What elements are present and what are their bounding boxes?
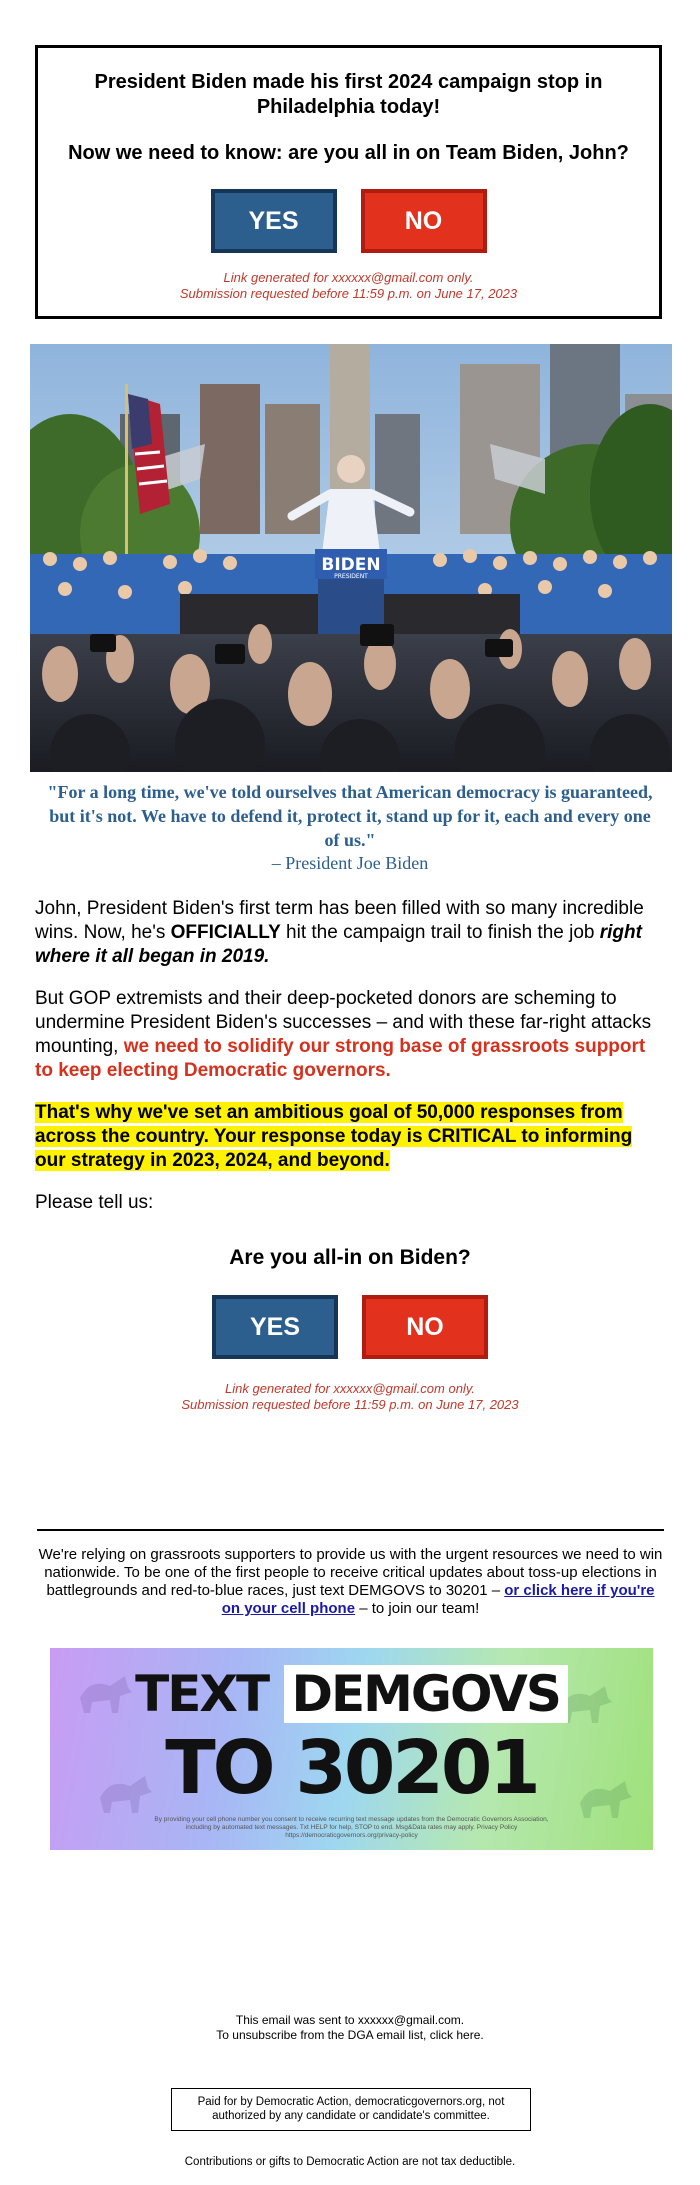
podium-subtitle: PRESIDENT [334, 573, 368, 580]
answer-buttons-2 [0, 1296, 700, 1358]
ask-buttons [0, 1296, 700, 1358]
rally-photo[interactable] [30, 344, 672, 772]
p1-text-c: hit the campaign trail to finish the job [280, 922, 600, 943]
paragraph-1 [35, 897, 665, 969]
p1-emphasis-officially: OFFICIALLY [170, 922, 281, 943]
text-demgovs-banner[interactable] [50, 1648, 653, 1850]
banner-fine-print: By providing your cell phone number you consent to receive recurring text message updates from the Democratic Governors Association, including by automated text messages. Txt HELP for help, STOP to end. Msg&Data rates may apply. Privacy Policy https://democraticgovernors.org/privacy-policy [154, 1816, 549, 1839]
deadline-line: Submission requested before 11:59 p.m. on June 17, 2023 [179, 286, 518, 301]
podium-sign: BIDEN [321, 555, 381, 575]
p2-red-emphasis: we need to solidify our strong base of grassroots support to keep electing Democratic governors. [35, 1036, 646, 1081]
p3-highlighted: That's why we've set an ambitious goal of 50,000 responses from across the country. Your response today is CRITICAL to informing our strategy in 2023, 2024, and beyond. [35, 1102, 633, 1171]
yes-button-2[interactable]: YES [213, 1296, 337, 1358]
p2-text-a: But GOP extremists and their deep-pocketed donors are scheming to undermine President Biden's successes – and with these far-right attacks mounting, [35, 988, 652, 1057]
question-text: Now we need to know: are you all in on Team Biden, John? [68, 142, 629, 164]
cell-phone-link[interactable]: or click here if you're on your cell phone [221, 1582, 655, 1617]
banner-text-line [50, 1666, 653, 1722]
paragraph-2 [35, 987, 665, 1083]
deadline-line-2: Submission requested before 11:59 p.m. on June 17, 2023 [181, 1397, 519, 1412]
banner-keyword: DEMGOVS [284, 1665, 568, 1723]
paid-for-box: Paid for by Democratic Action, democraticgovernors.org, not authorized by any candidate or candidate's committee. [171, 2088, 531, 2131]
grassroots-text [38, 1546, 663, 1618]
paragraph-4: Please tell us: [35, 1192, 154, 1213]
quote-text: "For a long time, we've told ourselves that American democracy is guaranteed, but it's not. We have to defend it, protect it, stand up for it, each and every one of us." [47, 782, 653, 850]
headline: President Biden made his first 2024 campaign stop in Philadelphia today! [94, 71, 603, 118]
yes-button[interactable]: YES [212, 190, 336, 252]
link-note-line-2: Link generated for xxxxxx@gmail.com only. [225, 1381, 475, 1396]
no-button-2[interactable]: NO [363, 1296, 487, 1358]
p1-emphasis-2019: right where it all began in 2019. [35, 922, 642, 967]
body-copy [35, 897, 665, 1233]
tax-note: Contributions or gifts to Democratic Action are not tax deductible. [184, 2156, 516, 2168]
ask-title: Are you all-in on Biden? [229, 1246, 471, 1269]
grassroots-text-a: We're relying on grassroots supporters to provide us with the urgent resources we need to win nationwide. To be one of the first people to receive critical updates about toss-up elections in battlegrounds and red-to-blue races, just text DEMGOVS to 30201 – [38, 1546, 663, 1599]
answer-buttons [38, 190, 659, 252]
no-button[interactable]: NO [362, 190, 486, 252]
rally-photo-illustration [30, 344, 672, 772]
p1-text-a: John, President Biden's first term has been filled with so many incredible wins. Now, he's [35, 898, 644, 943]
link-note-2 [0, 1381, 700, 1413]
footer-sent-to [0, 2013, 700, 2043]
paragraph-3 [35, 1101, 665, 1173]
quote-attribution: – President Joe Biden [271, 853, 429, 873]
banner-number: TO 30201 [165, 1725, 538, 1811]
sent-to-line: This email was sent to xxxxxx@gmail.com. [235, 2013, 465, 2027]
link-note [38, 270, 659, 302]
grassroots-text-b: – to join our team! [355, 1600, 480, 1617]
banner-text-word: TEXT [135, 1665, 269, 1723]
biden-quote [40, 780, 660, 874]
link-note-line: Link generated for xxxxxx@gmail.com only. [223, 270, 474, 285]
top-question-box [35, 45, 662, 319]
unsubscribe-link[interactable]: To unsubscribe from the DGA email list, click here. [216, 2028, 484, 2042]
divider [37, 1529, 664, 1531]
